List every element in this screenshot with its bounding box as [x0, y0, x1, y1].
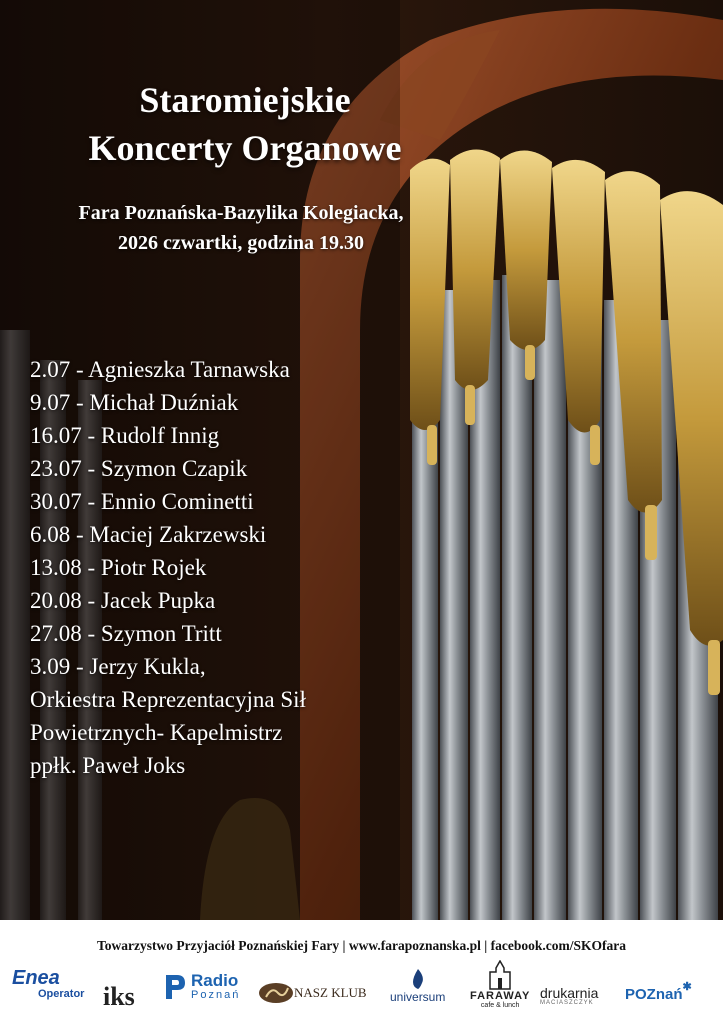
- nasz-klub-emblem-icon: [258, 982, 294, 1004]
- radio-icon: [163, 973, 187, 1001]
- poster-title: [0, 76, 490, 172]
- concert-item: 13.08 - Piotr Rojek: [30, 555, 207, 580]
- nasz-klub-logo-text: NASZ KLUB: [294, 985, 367, 1000]
- concert-item: 30.07 - Ennio Cominetti: [30, 489, 254, 514]
- drukarnia-logo: [540, 986, 598, 1006]
- faraway-logo-text: FARAWAY: [470, 990, 531, 1002]
- poznan-logo-text: POZnań: [625, 986, 683, 1003]
- concert-item: Orkiestra Reprezentacyjna Sił: [30, 687, 306, 712]
- concert-item: 9.07 - Michał Duźniak: [30, 390, 239, 415]
- universum-logo: [390, 968, 445, 1004]
- poznan-city-logo: [625, 981, 692, 1003]
- title-line-2: Koncerty Organowe: [88, 128, 402, 168]
- faraway-church-icon: [486, 960, 514, 990]
- faraway-logo-subtext: cafe & lunch: [480, 1002, 520, 1009]
- radio-logo-text: Radio: [191, 971, 239, 990]
- concert-item: 2.07 - Agnieszka Tarnawska: [30, 357, 290, 382]
- concert-list: [30, 353, 306, 782]
- enea-logo-subtext: Operator: [38, 988, 85, 1000]
- enea-operator-logo: [12, 968, 84, 1000]
- concert-item: 27.08 - Szymon Tritt: [30, 621, 222, 646]
- concert-item: 23.07 - Szymon Czapik: [30, 456, 248, 481]
- poznan-star-icon: ✱: [682, 981, 692, 993]
- title-line-1: Staromiejskie: [139, 80, 351, 120]
- sponsor-footer: [0, 920, 723, 1024]
- venue-name: Fara Poznańska-Bazylika Kolegiacka,: [78, 202, 404, 224]
- concert-item: 6.08 - Maciej Zakrzewski: [30, 522, 267, 547]
- footer-contact-text: Towarzystwo Przyjaciół Poznańskiej Fary | www.farapoznanska.pl | facebook.com/SKOfara: [97, 938, 626, 953]
- concert-item: ppłk. Paweł Joks: [30, 753, 186, 778]
- universum-logo-text: universum: [390, 990, 446, 1004]
- nasz-klub-logo: [258, 982, 367, 1004]
- concert-item: 3.09 - Jerzy Kukla,: [30, 654, 206, 679]
- radio-poznan-logo: [163, 972, 240, 1002]
- faraway-logo: [470, 960, 530, 1009]
- concert-item: 16.07 - Rudolf Innig: [30, 423, 220, 448]
- enea-logo-text: Enea: [12, 967, 60, 989]
- venue-block: [0, 198, 482, 258]
- iks-logo: iks: [103, 982, 135, 1011]
- concert-item: Powietrznych- Kapelmistrz: [30, 720, 283, 745]
- radio-logo-subtext: Poznań: [191, 989, 241, 1001]
- drukarnia-logo-text: drukarnia: [540, 985, 599, 1001]
- universum-flame-icon: [410, 968, 426, 990]
- concert-item: 20.08 - Jacek Pupka: [30, 588, 216, 613]
- drukarnia-logo-subtext: MACIASZCZYK: [540, 1000, 594, 1006]
- schedule-info: 2026 czwartki, godzina 19.30: [117, 232, 365, 254]
